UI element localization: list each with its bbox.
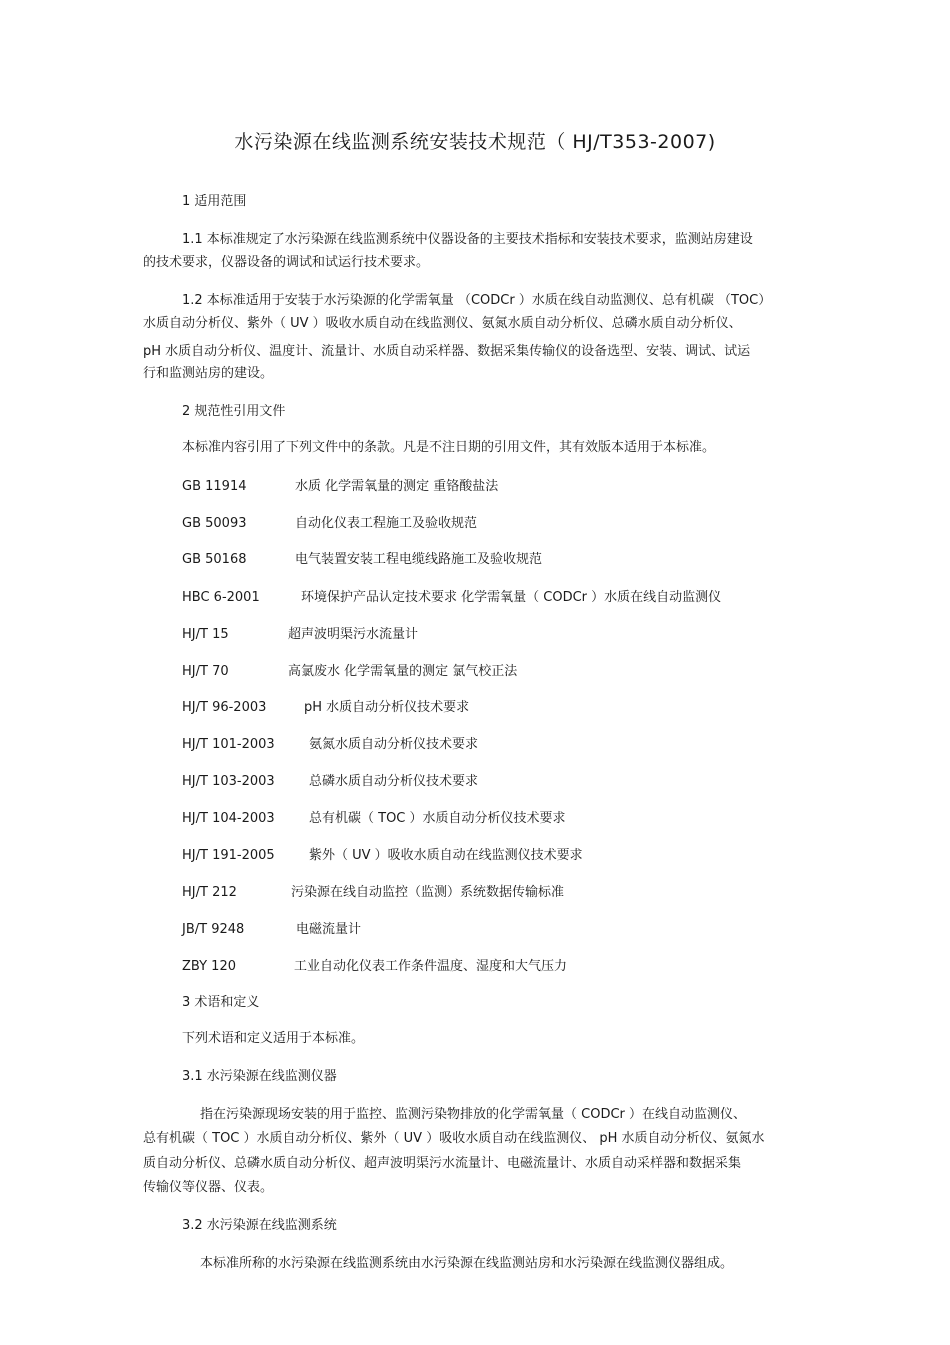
reference-code: HJ/T 212 <box>182 885 237 900</box>
section-3-1-heading: 3.1 水污染源在线监测仪器 <box>182 1069 337 1084</box>
reference-code: HJ/T 191-2005 <box>182 848 275 863</box>
reference-title: 工业自动化仪表工作条件温度、湿度和大气压力 <box>294 959 568 974</box>
reference-code: JB/T 9248 <box>182 922 245 937</box>
paragraph-1-2-line-2: 水质自动分析仪、紫外（ UV ）吸收水质自动在线监测仪、氨氮水质自动分析仪、总磷水质自动分析仪、 <box>143 316 742 331</box>
reference-title: 水质 化学需氧量的测定 重铬酸盐法 <box>295 479 499 494</box>
reference-code: HBC 6-2001 <box>182 590 260 605</box>
paragraph-1-2-line-4: 行和监测站房的建设。 <box>143 366 274 381</box>
reference-code: HJ/T 70 <box>182 664 229 679</box>
reference-title: pH 水质自动分析仪技术要求 <box>304 700 470 715</box>
reference-title: 紫外（ UV ）吸收水质自动在线监测仪技术要求 <box>309 848 583 863</box>
paragraph-1-2-line-3: pH 水质自动分析仪、温度计、流量计、水质自动采样器、数据采集传输仪的设备选型、安装、调试、试运 <box>143 344 751 359</box>
reference-title: 氨氮水质自动分析仪技术要求 <box>309 737 479 752</box>
paragraph-3-1-line-1: 指在污染源现场安装的用于监控、监测污染物排放的化学需氧量（ CODCr ）在线自动监测仪、 <box>200 1107 747 1122</box>
paragraph-1-1-line-2: 的技术要求，仪器设备的调试和试运行技术要求。 <box>143 255 430 270</box>
reference-title: 环境保护产品认定技术要求 化学需氧量（ CODCr ）水质在线自动监测仪 <box>301 590 722 605</box>
paragraph-1-1-line-1: 1.1 本标准规定了水污染源在线监测系统中仪器设备的主要技术指标和安装技术要求，监测站房建设 <box>182 232 753 247</box>
reference-title: 高氯废水 化学需氧量的测定 氯气校正法 <box>288 664 518 679</box>
section-2-heading: 2 规范性引用文件 <box>182 404 286 419</box>
paragraph-3-1-line-3: 质自动分析仪、总磷水质自动分析仪、超声波明渠污水流量计、电磁流量计、水质自动采样器和数据采集 <box>143 1156 742 1171</box>
reference-title: 总有机碳（ TOC ）水质自动分析仪技术要求 <box>309 811 566 826</box>
reference-title: 超声波明渠污水流量计 <box>288 627 419 642</box>
section-1-heading: 1 适用范围 <box>182 194 247 209</box>
reference-title: 污染源在线自动监控（监测）系统数据传输标准 <box>291 885 565 900</box>
paragraph-1-2-line-1: 1.2 本标准适用于安装于水污染源的化学需氧量 （CODCr ）水质在线自动监测仪、总有机碳 （TOC） <box>182 293 772 308</box>
paragraph-3-1-line-2: 总有机碳（ TOC ）水质自动分析仪、紫外（ UV ）吸收水质自动在线监测仪、 pH 水质自动分析仪、氨氮水 <box>143 1131 765 1146</box>
section-3-2-heading: 3.2 水污染源在线监测系统 <box>182 1218 337 1233</box>
reference-code: HJ/T 96-2003 <box>182 700 267 715</box>
section-2-intro: 本标准内容引用了下列文件中的条款。凡是不注日期的引用文件，其有效版本适用于本标准。 <box>182 440 716 455</box>
reference-code: GB 50168 <box>182 552 247 567</box>
reference-code: GB 50093 <box>182 516 247 531</box>
paragraph-3-2-line-1: 本标准所称的水污染源在线监测系统由水污染源在线监测站房和水污染源在线监测仪器组成。 <box>200 1256 734 1271</box>
reference-code: HJ/T 101-2003 <box>182 737 275 752</box>
reference-title: 电磁流量计 <box>296 922 362 937</box>
section-3-heading: 3 术语和定义 <box>182 995 260 1010</box>
reference-code: GB 11914 <box>182 479 247 494</box>
reference-code: HJ/T 104-2003 <box>182 811 275 826</box>
reference-code: HJ/T 15 <box>182 627 229 642</box>
reference-title: 自动化仪表工程施工及验收规范 <box>295 516 478 531</box>
reference-code: ZBY 120 <box>182 959 236 974</box>
reference-code: HJ/T 103-2003 <box>182 774 275 789</box>
document-title: 水污染源在线监测系统安装技术规范（ HJ/T353-2007) <box>234 131 716 153</box>
reference-title: 总磷水质自动分析仪技术要求 <box>309 774 479 789</box>
reference-title: 电气装置安装工程电缆线路施工及验收规范 <box>295 552 543 567</box>
section-3-intro: 下列术语和定义适用于本标准。 <box>182 1031 365 1046</box>
paragraph-3-1-line-4: 传输仪等仪器、仪表。 <box>143 1180 274 1195</box>
